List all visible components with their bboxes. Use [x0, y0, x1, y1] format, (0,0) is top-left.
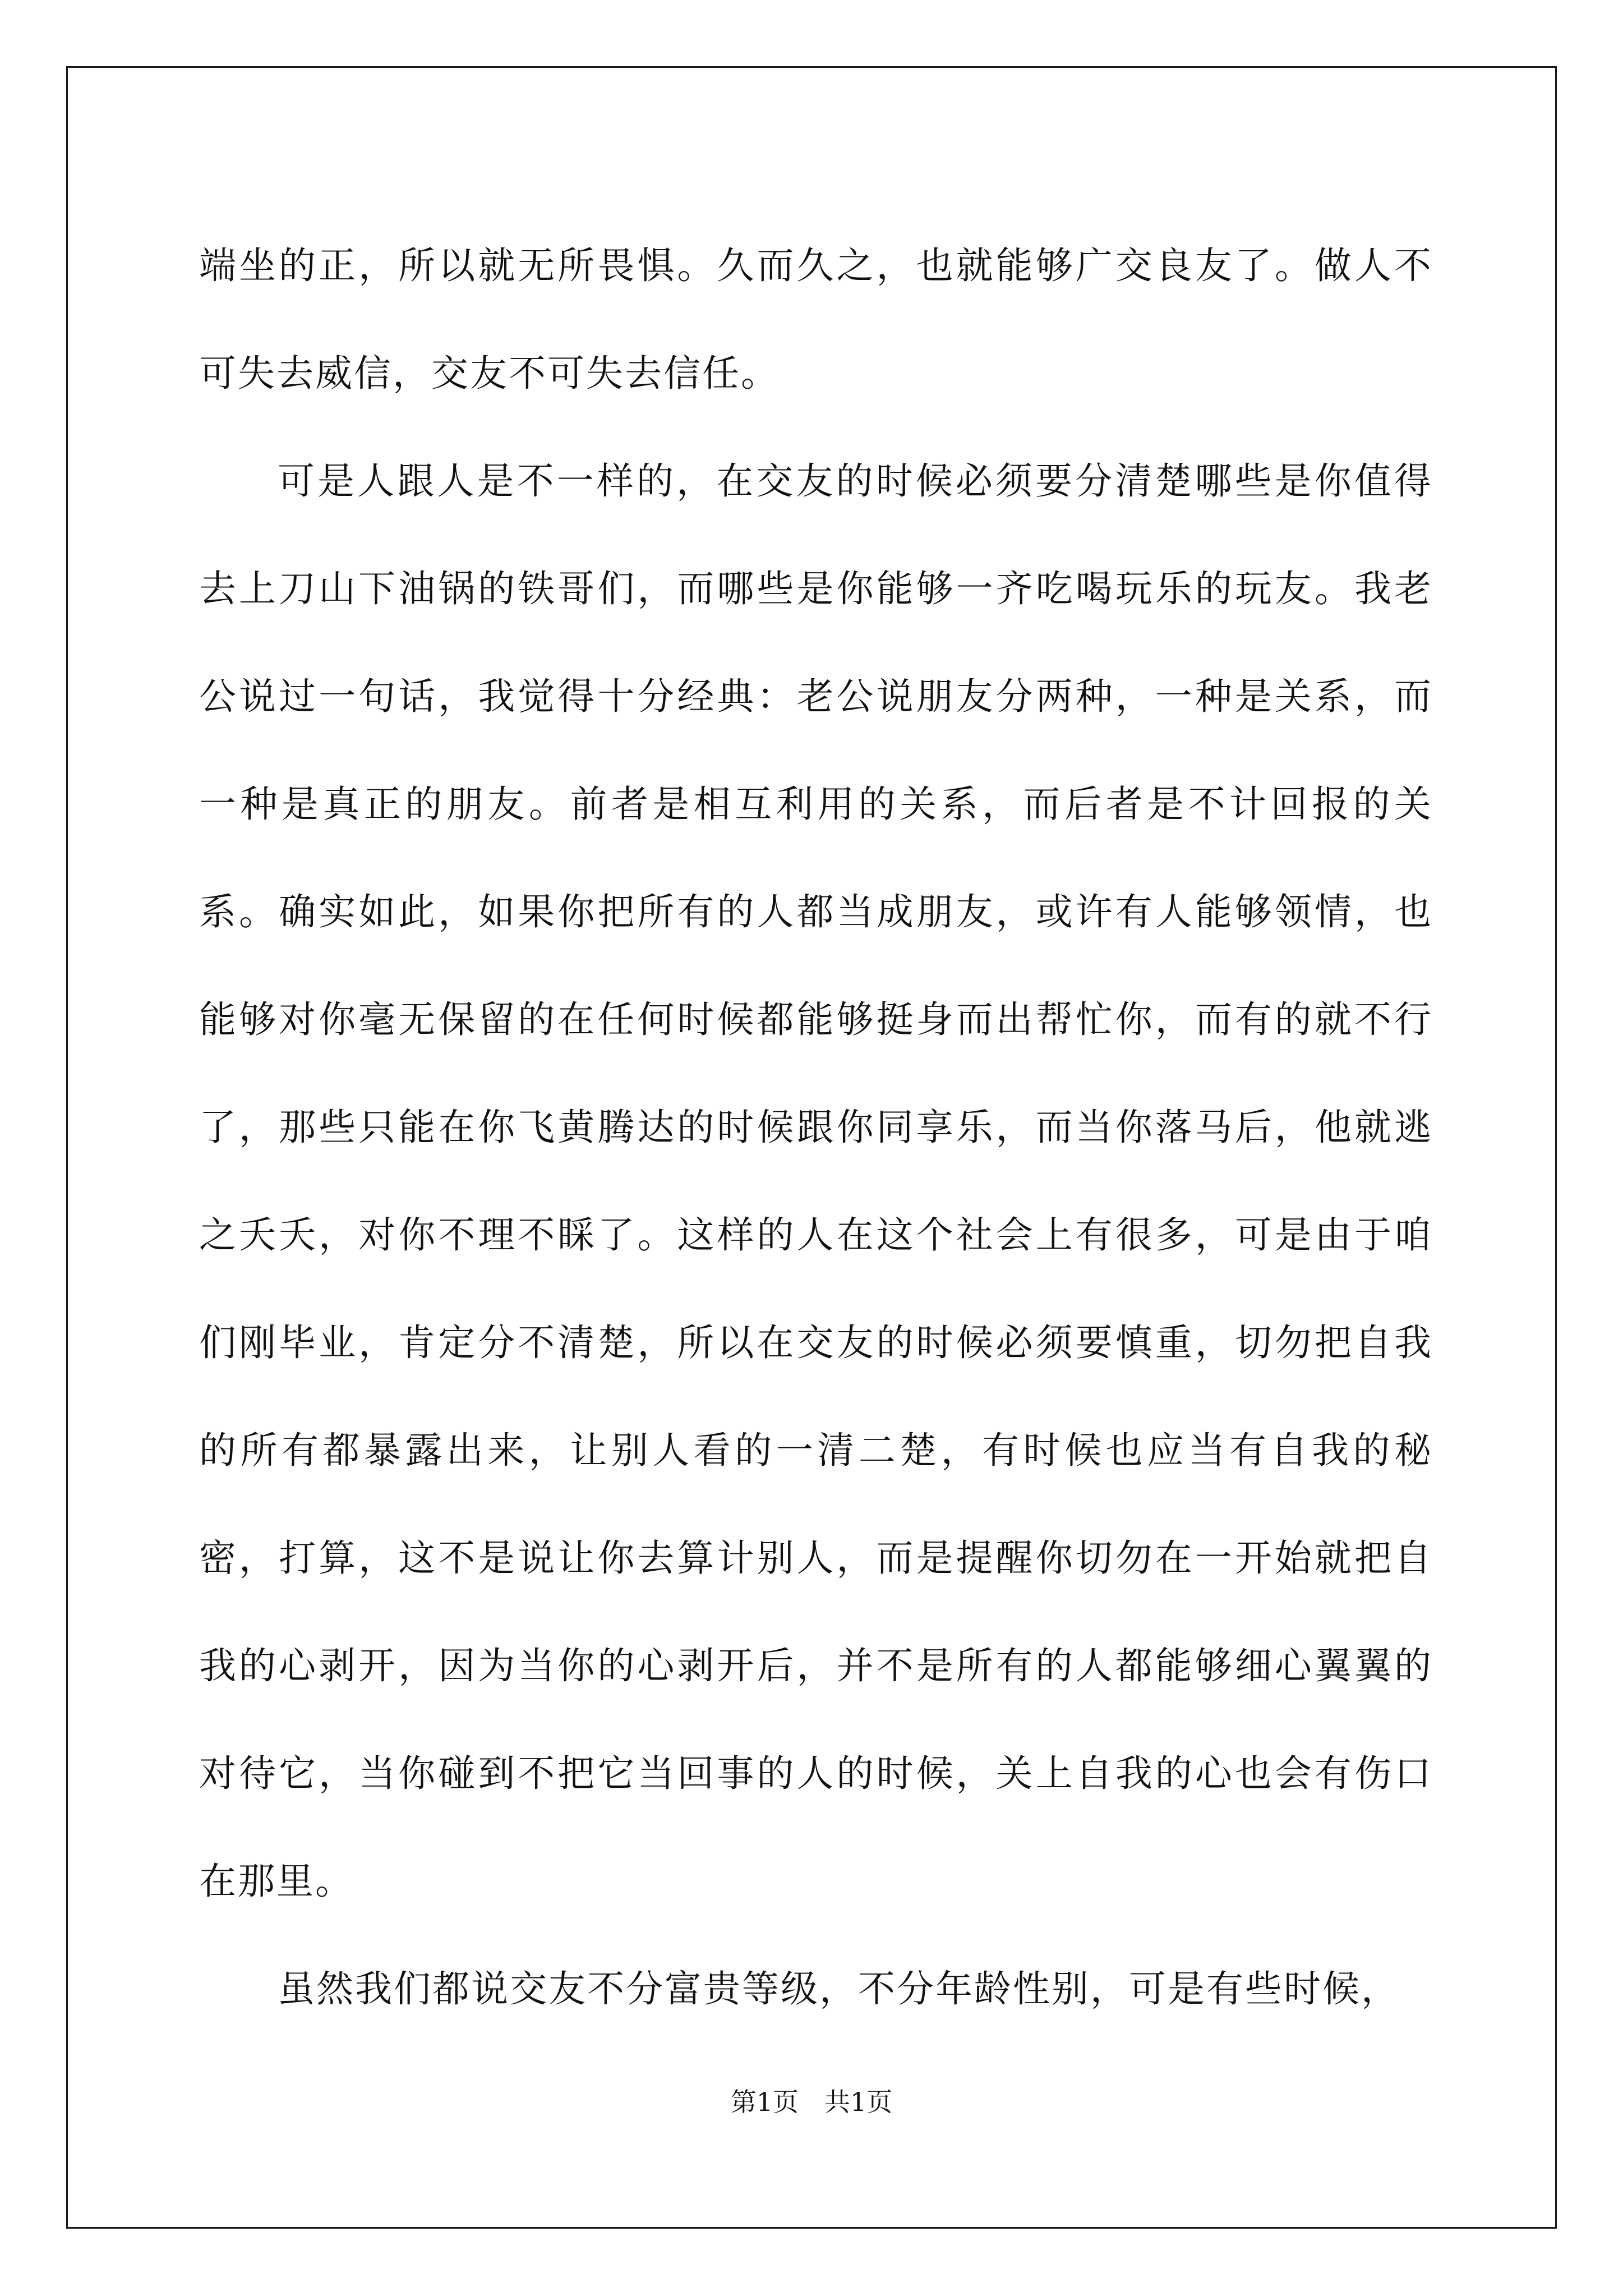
paragraph-3: 虽然我们都说交友不分富贵等级，不分年龄性别，可是有些时候，	[278, 1967, 1400, 2010]
paragraph-2: 可是人跟人是不一样的，在交友的时候必须要分清楚哪些是你值得去上刀山下油锅的铁哥们，而哪些是你能够一齐吃喝玩乐的玩友。我老公说过一句话，我觉得十分经典：老公说朋友分两种，一种是关系，而一种是真正的朋友。前者是相互利用的关系，而后者是不计回报的关系。确实如此，如果你把所有的人都当成朋友，或许有人能够领情，也能够对你毫无保留的在任何时候都能够挺身而出帮忙你，而有的就不行了，那些只能在你飞黄腾达的时候跟你同享乐，而当你落马后，他就逃之夭夭，对你不理不睬了。这样的人在这个社会上有很多，可是由于咱们刚毕业，肯定分不清楚，所以在交友的时候必须要慎重，切勿把自我的所有都暴露出来，让别人看的一清二楚，有时候也应当有自我的秘密，打算，这不是说让你去算计别人，而是提醒你切勿在一开始就把自我的心剥开，因为当你的心剥开后，并不是所有的人都能够细心翼翼的对待它，当你碰到不把它当回事的人的时候，关上自我的心也会有伤口在那里。	[199, 459, 1433, 1903]
page-number-footer: 第1页 共1页	[730, 2087, 893, 2117]
document-body	[199, 212, 1433, 2043]
paragraph-1: 端坐的正，所以就无所畏惧。久而久之，也就能够广交良友了。做人不可失去威信，交友不可失去信任。	[199, 244, 1433, 395]
